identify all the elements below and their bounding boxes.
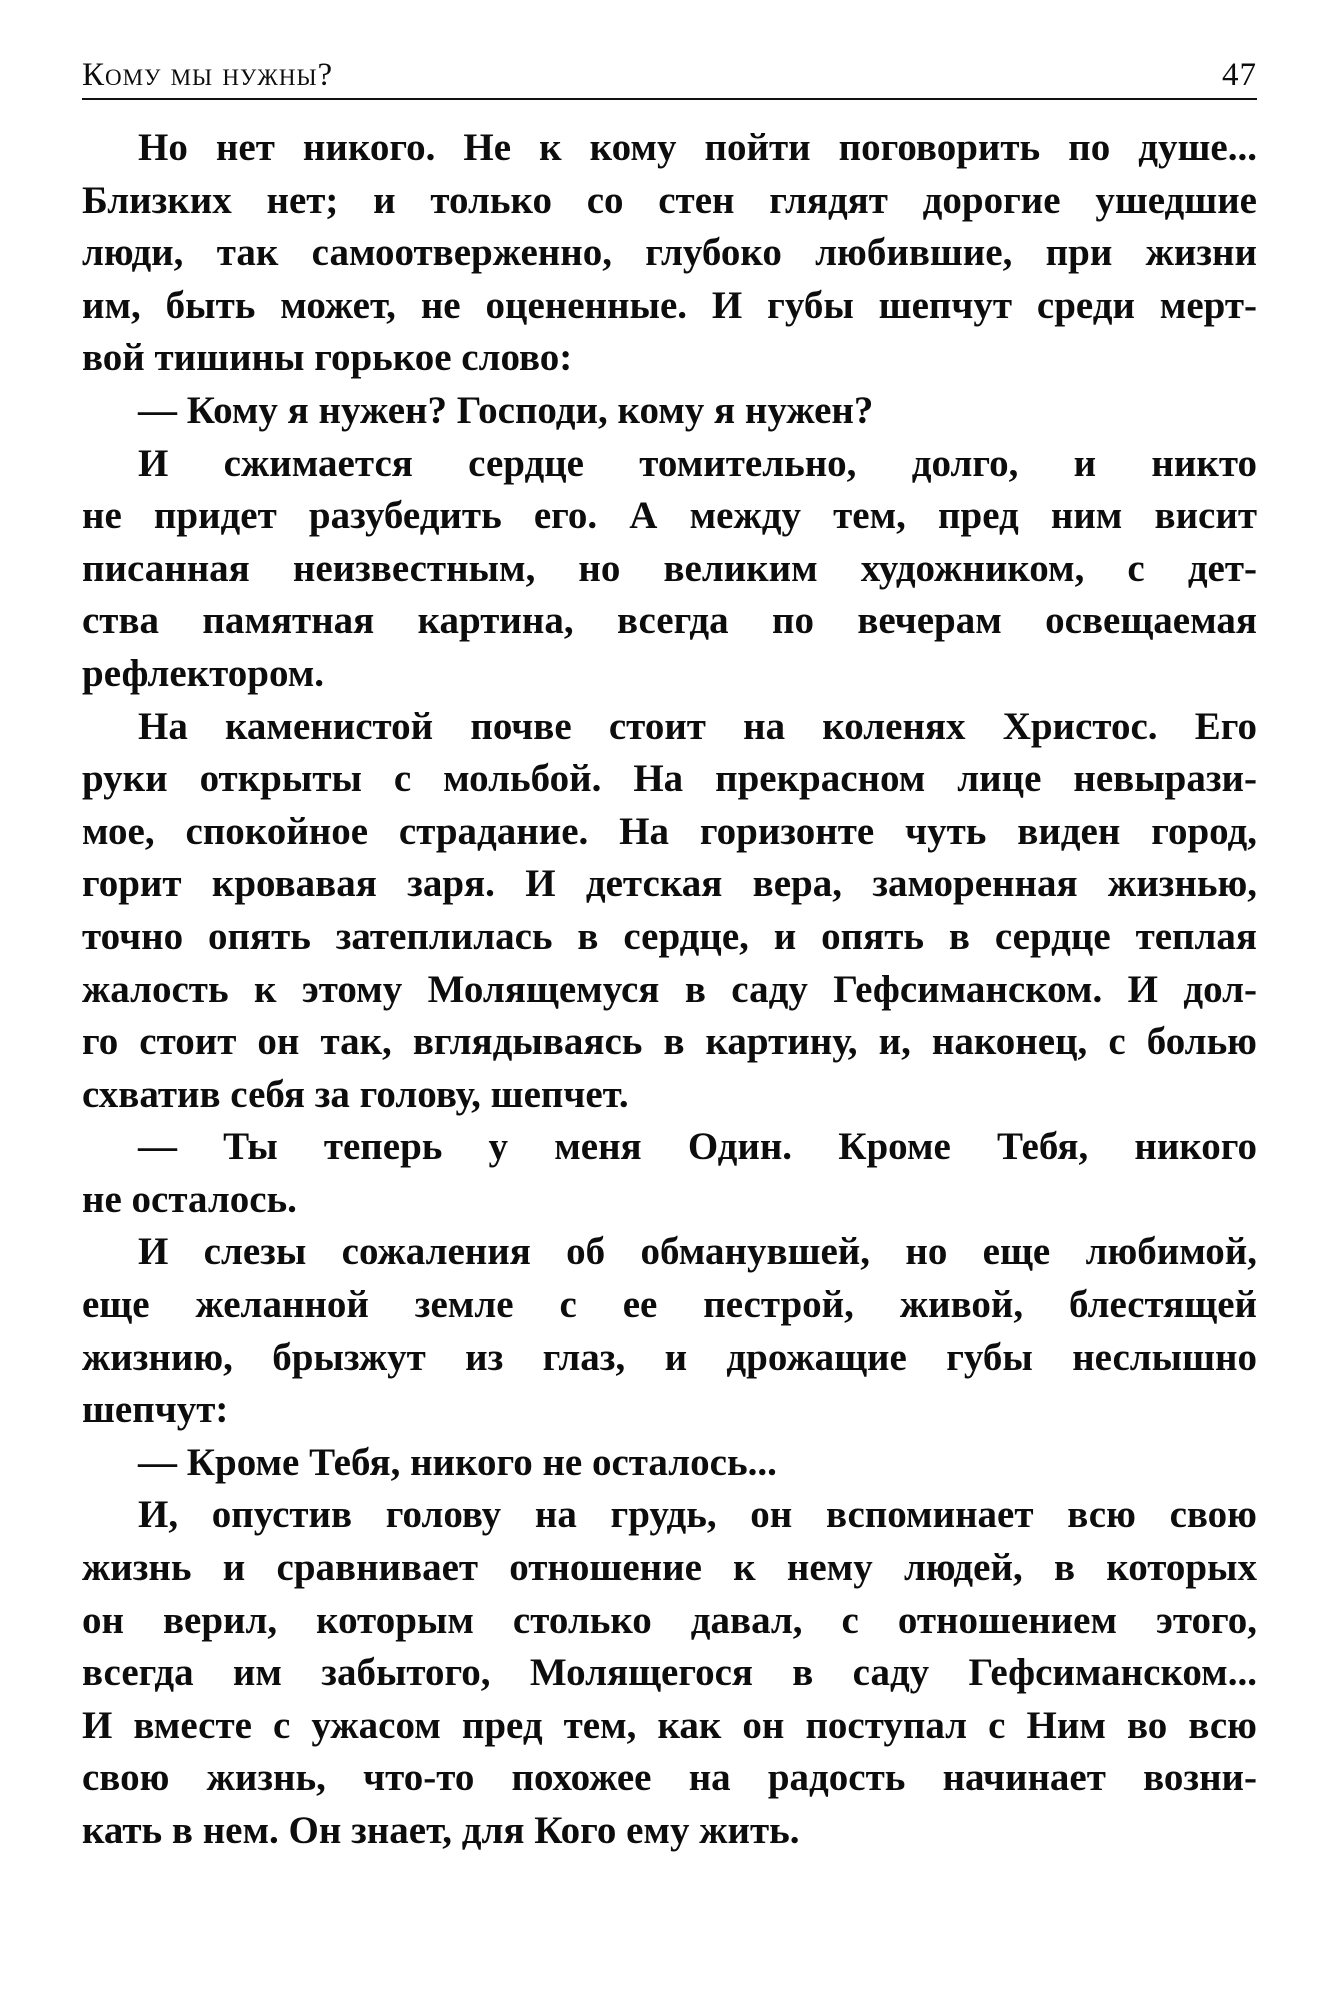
running-title: Кому мы нужны?	[82, 57, 334, 93]
text-line: — Кроме Тебя, никого не осталось...	[138, 1440, 777, 1484]
book-page	[82, 48, 1257, 1858]
text-line: мое, спокойное страдание. На горизонте чуть виден город,	[82, 809, 1257, 853]
text-line: писанная неизвестным, но великим художником, с дет-	[82, 546, 1257, 590]
text-line: вой тишины горькое слово:	[82, 336, 573, 380]
text-line: им, быть может, не оцененные. И губы шепчут среди мерт-	[82, 283, 1257, 327]
text-line: И сжимается сердце томительно, долго, и никто	[138, 441, 1257, 485]
text-line: жалость к этому Молящемуся в саду Гефсиманском. И дол-	[82, 967, 1257, 1011]
page-number: 47	[1222, 57, 1257, 93]
text-line: руки открыты с мольбой. На прекрасном лице невырази-	[82, 757, 1257, 801]
body-text	[82, 122, 1257, 1858]
text-line: ства памятная картина, всегда по вечерам освещаемая	[82, 599, 1257, 643]
text-line: И слезы сожаления об обманувшей, но еще любимой,	[138, 1230, 1257, 1274]
text-line: всегда им забытого, Молящегося в саду Гефсиманском...	[82, 1651, 1257, 1695]
text-line: И вместе с ужасом пред тем, как он поступал с Ним во всю	[82, 1703, 1257, 1747]
text-line: кать в нем. Он знает, для Кого ему жить.	[82, 1809, 800, 1852]
text-line: — Кому я нужен? Господи, кому я нужен?	[138, 388, 874, 432]
text-line: жизнь и сравнивает отношение к нему людей, в которых	[82, 1546, 1257, 1590]
text-line: го стоит он так, вглядываясь в картину, и, наконец, с болью	[82, 1020, 1257, 1064]
text-line: жизнию, брызжут из глаз, и дрожащие губы неслышно	[82, 1335, 1257, 1379]
text-line: Но нет никого. Не к кому пойти поговорить по душе...	[138, 126, 1257, 169]
text-line: люди, так самоотверженно, глубоко любившие, при жизни	[82, 231, 1257, 275]
text-line: И, опустив голову на грудь, он вспоминает всю свою	[138, 1493, 1257, 1537]
text-line: свою жизнь, что-то похожее на радость начинает возни-	[82, 1756, 1257, 1800]
text-line: На каменистой почве стоит на коленях Христос. Его	[138, 704, 1257, 748]
text-line: еще желанной земле с ее пестрой, живой, блестящей	[82, 1283, 1257, 1327]
text-line: схватив себя за голову, шепчет.	[82, 1072, 629, 1116]
text-line: горит кровавая заря. И детская вера, заморенная жизнью,	[82, 862, 1257, 906]
text-line: он верил, которым столько давал, с отношением этого,	[82, 1598, 1257, 1642]
text-line: не придет разубедить его. А между тем, пред ним висит	[82, 494, 1257, 538]
text-line: Близких нет; и только со стен глядят дорогие ушедшие	[82, 178, 1257, 222]
text-line: — Ты теперь у меня Один. Кроме Тебя, никого	[138, 1125, 1257, 1169]
running-head	[82, 48, 1257, 100]
text-line: рефлектором.	[82, 651, 325, 695]
text-line: не осталось.	[82, 1177, 297, 1221]
text-line: точно опять затеплилась в сердце, и опять в сердце теплая	[82, 914, 1257, 958]
text-line: шепчут:	[82, 1388, 229, 1432]
